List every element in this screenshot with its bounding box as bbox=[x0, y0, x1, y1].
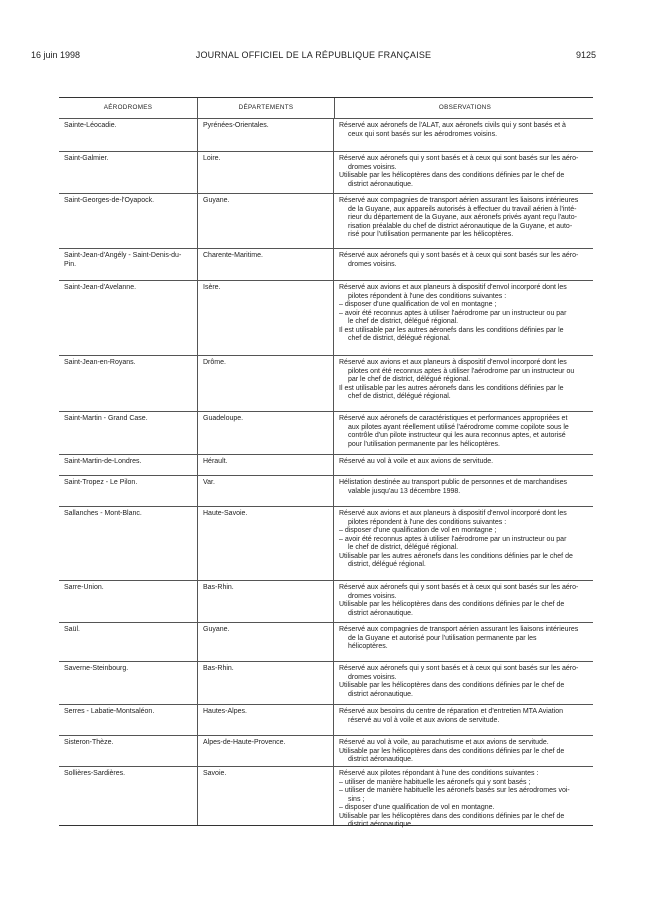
observation-line: Réservé aux aéronefs qui y sont basés et à ceux qui sont basés sur les aéro- bbox=[339, 584, 579, 591]
column-header-observations: OBSERVATIONS bbox=[334, 98, 595, 118]
observation-line: – disposer d'une qualification de vol en montagne. bbox=[339, 804, 495, 811]
observations-cell bbox=[333, 194, 593, 248]
observation-line: Réservé aux besoins du centre de réparation et d'entretien MTA Aviation bbox=[339, 708, 564, 715]
observation-line: Réservé aux avions et aux planeurs à dispositif d'envol incorporé dont les bbox=[339, 510, 567, 517]
observations-cell bbox=[333, 455, 593, 475]
table-row bbox=[59, 623, 593, 662]
aerodrome-cell: Saverne-Steinbourg. bbox=[64, 665, 129, 672]
table-body bbox=[59, 119, 593, 828]
table-row bbox=[59, 581, 593, 623]
observation-line: dromes voisins. bbox=[348, 163, 397, 171]
aerodrome-cell: Saint-Jean-en-Royans. bbox=[64, 359, 136, 366]
observation-line: chef de district, délégué régional. bbox=[348, 335, 451, 342]
aerodrome-cell: Saint-Martin - Grand Case. bbox=[64, 415, 148, 422]
observations-cell bbox=[333, 662, 593, 704]
table-row bbox=[59, 507, 593, 581]
observation-line: district, délégué régional. bbox=[348, 561, 426, 568]
aerodrome-cell: Saint-Tropez - Le Pilon. bbox=[64, 479, 138, 486]
observations-cell bbox=[333, 412, 593, 454]
observation-line: rieur du département de la Guyane, aux aéronefs privés ayant reçu l'auto- bbox=[348, 214, 577, 221]
observation-line: Réservé au vol à voile et aux avions de servitude. bbox=[339, 458, 494, 465]
observation-line: réservé au vol à voile et aux avions de servitude. bbox=[348, 716, 500, 724]
observation-line: district aéronautique. bbox=[348, 609, 413, 617]
observation-line: par le chef de district, délégué régional. bbox=[348, 376, 471, 383]
table-row bbox=[59, 412, 593, 455]
table-row bbox=[59, 455, 593, 476]
table-row bbox=[59, 119, 593, 152]
observations-cell bbox=[333, 507, 593, 580]
departement-cell: Drôme. bbox=[197, 356, 333, 411]
departement-cell: Guyane. bbox=[197, 623, 333, 661]
observations-cell bbox=[333, 152, 593, 193]
observation-line: Réservé aux compagnies de transport aérien assurant les liaisons intérieures bbox=[339, 197, 579, 204]
observations-cell bbox=[333, 581, 593, 622]
departement-cell: Hautes-Alpes. bbox=[197, 705, 333, 735]
observations-cell bbox=[333, 476, 593, 506]
observation-line: Utilisable par les autres aéronefs dans les conditions définies par le chef de bbox=[339, 552, 573, 560]
departement-cell: Pyrénées-Orientales. bbox=[197, 119, 333, 151]
table-row bbox=[59, 736, 593, 767]
observation-line: district aéronautique. bbox=[348, 180, 413, 188]
table-row bbox=[59, 476, 593, 507]
observation-line: Réservé aux aéronefs qui y sont basés et à ceux qui sont basés sur les aéro- bbox=[339, 665, 579, 672]
observation-line: pilotes répondent à l'une des conditions suivantes : bbox=[348, 292, 507, 300]
departement-cell: Haute-Savoie. bbox=[197, 507, 333, 580]
column-header-aerodromes: AÉRODROMES bbox=[103, 104, 153, 111]
observation-line: district aéronautique. bbox=[348, 690, 413, 698]
aerodrome-cell: Sainte-Léocadie. bbox=[64, 122, 117, 129]
observation-line: de la Guyane et autorisé pour l'utilisation permanente par les bbox=[348, 634, 537, 642]
aerodrome-cell: Sollières-Sardières. bbox=[64, 770, 126, 777]
observation-line: Réservé aux aéronefs de l'ALAT, aux aéronefs civils qui y sont basés et à bbox=[339, 122, 566, 129]
aerodrome-cell: Sisteron-Thèze. bbox=[64, 739, 114, 746]
observation-line: pilotes ont été reconnus aptes à utiliser l'aérodrome par un instructeur ou bbox=[348, 367, 575, 375]
aerodromes-table bbox=[59, 97, 593, 826]
observation-line: hélicoptères. bbox=[348, 643, 388, 650]
aerodrome-cell: Saint-Georges-de-l'Oyapock. bbox=[64, 197, 155, 204]
table-row bbox=[59, 152, 593, 194]
observation-line: le chef de district, délégué régional. bbox=[348, 318, 459, 325]
observation-line: sins ; bbox=[348, 795, 365, 803]
observation-line: Réservé au vol à voile, au parachutisme et aux avions de servitude. bbox=[339, 739, 549, 746]
observation-line: Réservé aux aéronefs de caractéristiques et performances appropriées et bbox=[339, 415, 568, 422]
observation-line: risé pour l'utilisation permanente par les hélicoptères. bbox=[348, 231, 514, 238]
aerodrome-cell: Saint-Martin-de-Londres. bbox=[64, 458, 142, 465]
observation-line: – disposer d'une qualification de vol en montagne ; bbox=[339, 527, 497, 534]
observation-line: Réservé aux avions et aux planeurs à dispositif d'envol incorporé dont les bbox=[339, 359, 567, 366]
observation-line: pour l'utilisation permanente par les hélicoptères. bbox=[348, 440, 500, 448]
observations-cell bbox=[333, 119, 593, 151]
observation-line: aux pilotes ayant réellement utilisé l'aérodrome comme copilote sous le bbox=[348, 423, 569, 431]
aerodrome-cell: Saint-Galmier. bbox=[64, 155, 109, 162]
observation-line: valable jusqu'au 13 décembre 1998. bbox=[348, 487, 461, 495]
departement-cell: Guadeloupe. bbox=[197, 412, 333, 454]
departement-cell: Charente-Maritime. bbox=[197, 249, 333, 280]
column-header-departements: DÉPARTEMENTS bbox=[197, 98, 334, 118]
observations-cell bbox=[333, 705, 593, 735]
observation-line: Réservé aux avions et aux planeurs à dispositif d'envol incorporé dont les bbox=[339, 284, 567, 291]
aerodrome-cell: Sallanches - Mont-Blanc. bbox=[64, 510, 142, 517]
observation-line: Utilisable par les hélicoptères dans des conditions définies par le chef de bbox=[339, 682, 565, 689]
observation-line: Réservé aux aéronefs qui y sont basés et à ceux qui sont basés sur les aéro- bbox=[339, 252, 579, 259]
observation-line: district aéronautique. bbox=[348, 821, 413, 828]
observations-cell bbox=[333, 623, 593, 661]
departement-cell: Loire. bbox=[197, 152, 333, 193]
departement-cell: Savoie. bbox=[197, 767, 333, 825]
observation-line: Utilisable par les hélicoptères dans des conditions définies par le chef de bbox=[339, 601, 565, 608]
observation-line: Utilisable par les hélicoptères dans des conditions définies par le chef de bbox=[339, 812, 565, 820]
issue-date: 16 juin 1998 bbox=[31, 50, 81, 60]
table-row bbox=[59, 356, 593, 412]
table-row bbox=[59, 767, 593, 828]
observation-line: Réservé aux pilotes répondant à l'une des conditions suivantes : bbox=[339, 770, 539, 777]
departement-cell: Bas-Rhin. bbox=[197, 581, 333, 622]
aerodrome-cell: Saül. bbox=[64, 626, 80, 633]
page-header bbox=[31, 50, 596, 64]
departement-cell: Alpes-de-Haute-Provence. bbox=[197, 736, 333, 766]
observation-line: chef de district, délégué régional. bbox=[348, 393, 451, 400]
observation-line: Il est utilisable par les autres aéronefs dans les conditions définies par le bbox=[339, 326, 564, 334]
aerodrome-cell: Saint-Jean-d'Avelanne. bbox=[64, 284, 137, 291]
observation-line: – avoir été reconnus aptes à utiliser l'aérodrome par un instructeur ou par bbox=[339, 535, 567, 543]
table-header bbox=[59, 98, 593, 119]
observation-line: Réservé aux aéronefs qui y sont basés et à ceux qui sont basés sur les aéro- bbox=[339, 155, 579, 162]
observations-cell bbox=[333, 356, 593, 411]
observations-cell bbox=[333, 281, 593, 355]
aerodrome-cell: Serres - Labatie-Montsaléon. bbox=[64, 708, 155, 715]
observation-line: – utiliser de manière habituelle les aéronefs basés sur les aérodromes voi- bbox=[339, 787, 570, 794]
observation-line: district aéronautique. bbox=[348, 756, 413, 763]
table-row bbox=[59, 281, 593, 356]
observation-line: Utilisable par les hélicoptères dans des conditions définies par le chef de bbox=[339, 747, 565, 755]
observation-line: Utilisable par les hélicoptères dans des conditions définies par le chef de bbox=[339, 172, 565, 179]
observation-line: Il est utilisable par les autres aéronefs dans les conditions définies par le bbox=[339, 384, 564, 392]
observation-line: pilotes répondent à l'une des conditions suivantes : bbox=[348, 518, 507, 526]
observation-line: Réservé aux compagnies de transport aérien assurant les liaisons intérieures bbox=[339, 626, 579, 633]
observation-line: ceux qui sont basés sur les aérodromes voisins. bbox=[348, 130, 498, 138]
departement-cell: Var. bbox=[197, 476, 333, 506]
observation-line: le chef de district, délégué régional. bbox=[348, 544, 459, 551]
observation-line: dromes voisins. bbox=[348, 260, 397, 268]
observation-line: – utiliser de manière habituelle les aéronefs qui y sont basés ; bbox=[339, 778, 531, 786]
departement-cell: Bas-Rhin. bbox=[197, 662, 333, 704]
departement-cell: Hérault. bbox=[197, 455, 333, 475]
observations-cell bbox=[333, 736, 593, 766]
observation-line: contrôle d'un pilote instructeur qui les aura reconnus aptes, et autorisé bbox=[348, 432, 566, 439]
table-row bbox=[59, 194, 593, 249]
table-row bbox=[59, 249, 593, 281]
observation-line: – avoir été reconnus aptes à utiliser l'aérodrome par un instructeur ou par bbox=[339, 309, 567, 317]
departement-cell: Isère. bbox=[197, 281, 333, 355]
observation-line: risation préalable du chef de district aéronautique de la Guyane, et auto- bbox=[348, 222, 573, 230]
observations-cell bbox=[333, 767, 593, 828]
table-row bbox=[59, 662, 593, 705]
aerodrome-cell: Sarre-Union. bbox=[64, 584, 104, 591]
page-number: 9125 bbox=[575, 50, 596, 60]
observation-line: dromes voisins. bbox=[348, 673, 397, 681]
observation-line: Hélistation destinée au transport public de personnes et de marchandises bbox=[339, 479, 568, 486]
observation-line: dromes voisins. bbox=[348, 592, 397, 600]
table-row bbox=[59, 705, 593, 736]
journal-title: JOURNAL OFFICIEL DE LA RÉPUBLIQUE FRANÇAISE bbox=[195, 50, 432, 60]
observations-cell bbox=[333, 249, 593, 280]
aerodrome-cell: Saint-Jean-d'Angély - Saint-Denis-du-Pin. bbox=[64, 252, 182, 268]
observation-line: de la Guyane, aux appareils autorisés à effectuer du travail aérien à l'inté- bbox=[348, 205, 577, 213]
observation-line: – disposer d'une qualification de vol en montagne ; bbox=[339, 301, 497, 308]
departement-cell: Guyane. bbox=[197, 194, 333, 248]
